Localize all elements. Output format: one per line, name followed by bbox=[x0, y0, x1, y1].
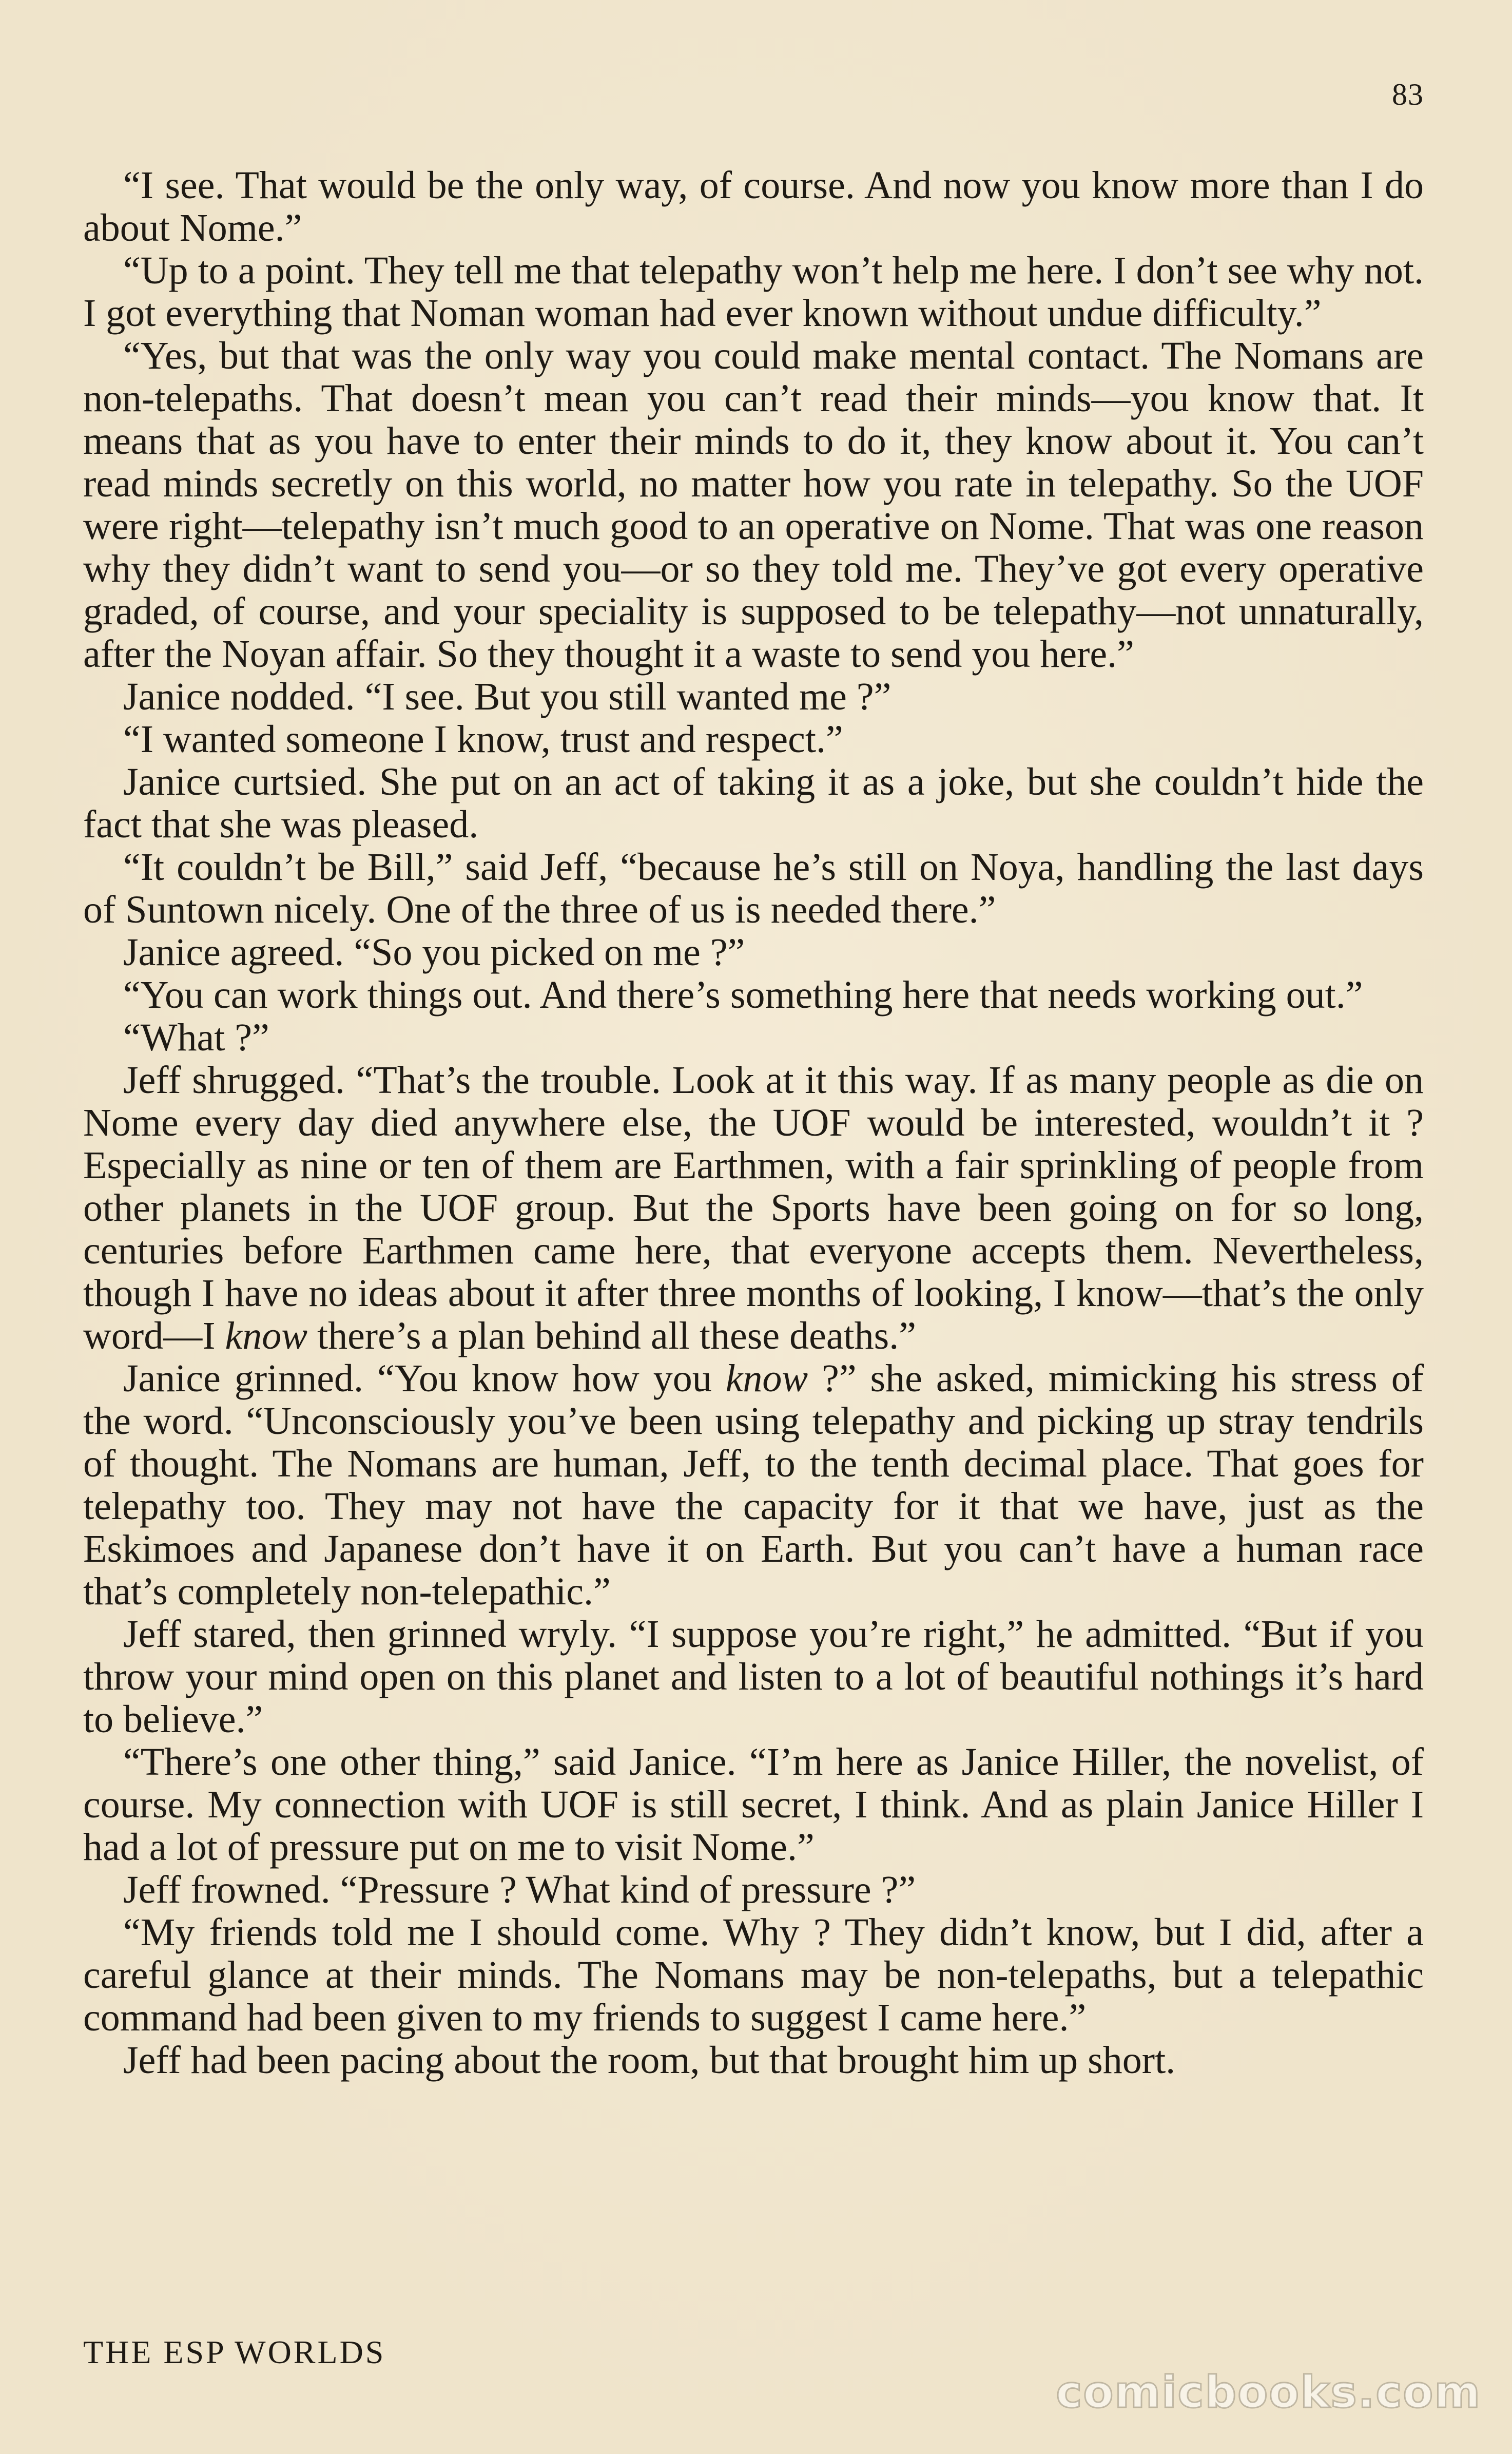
paragraph bbox=[83, 1357, 1424, 1613]
running-footer: THE ESP WORLDS bbox=[83, 2334, 386, 2370]
paragraph: Janice nodded. “I see. But you still wanted me ?” bbox=[123, 675, 891, 718]
paragraph: Jeff frowned. “Pressure ? What kind of pressure ?” bbox=[123, 1868, 916, 1911]
paragraph: Janice agreed. “So you picked on me ?” bbox=[123, 931, 745, 974]
paragraph: “Up to a point. They tell me that telepathy won’t help me here. I don’t see why not. I got everything that Noman woman had ever known without undue difficulty.” bbox=[83, 249, 1424, 335]
paragraph: “Yes, but that was the only way you could make mental contact. The Nomans are non-telepaths. That doesn’t mean you can’t read their minds—you know that. It means that as you have to enter their minds to do it, they know about it. You can’t read minds secretly on this world, no matter how you rate in telepathy. So the UOF were right—telepathy isn’t much good to an operative on Nome. That was one reason why they didn’t want to send you—or so they told me. They’ve got every operative graded, of course, and your speciality is supposed to be telepathy—not unnaturally, after the Noyan affair. So they thought it a waste to send you here.” bbox=[83, 334, 1424, 676]
paragraph bbox=[83, 1059, 1424, 1357]
paragraph: Janice curtsied. She put on an act of taking it as a joke, but she couldn’t hide the fact that she was pleased. bbox=[83, 760, 1424, 846]
paragraph: “I wanted someone I know, trust and respect.” bbox=[123, 718, 843, 761]
paragraph: “You can work things out. And there’s something here that needs working out.” bbox=[123, 973, 1363, 1017]
paragraph: “It couldn’t be Bill,” said Jeff, “because he’s still on Noya, handling the last days of Suntown nicely. One of the three of us is needed there.” bbox=[83, 846, 1424, 931]
watermark: comicbooks.com bbox=[1056, 2367, 1481, 2418]
paragraph: Jeff had been pacing about the room, but that brought him up short. bbox=[123, 2039, 1176, 2082]
paragraph-text: Janice grinned. “You know how you bbox=[123, 1357, 726, 1400]
paragraph: Jeff stared, then grinned wryly. “I suppose you’re right,” he admitted. “But if you throw your mind open on this planet and listen to a lot of beautiful nothings it’s hard to believe.” bbox=[83, 1613, 1424, 1741]
paragraph: “What ?” bbox=[123, 1016, 269, 1059]
paragraph-text: Jeff shrugged. “That’s the trouble. Look at it this way. If as many people as die on Nome every day died anywhere else, the UOF would be interested, wouldn’t it ? Especially as nine or ten of them are Earthmen, with a fair sprinkling of people from other planets in the UOF group. But the Sports have been going on for so long, centuries before Earthmen came here, that everyone accepts them. Nevertheless, though I have no ideas about it after three months of looking, I know—that’s the only word—I bbox=[83, 1059, 1424, 1357]
paragraph: “There’s one other thing,” said Janice. “I’m here as Janice Hiller, the novelist, of course. My connection with UOF is still secret, I think. And as plain Janice Hiller I had a lot of pressure put on me to visit Nome.” bbox=[83, 1740, 1424, 1869]
emphasis: know bbox=[725, 1357, 808, 1400]
paragraph: “My friends told me I should come. Why ? They didn’t know, but I did, after a careful glance at their minds. The Nomans may be non-telepaths, but a telepathic command had been given to my friends to suggest I came here.” bbox=[83, 1911, 1424, 2039]
body-text bbox=[83, 164, 1424, 2082]
page-number: 83 bbox=[1392, 78, 1424, 111]
emphasis: know bbox=[225, 1314, 307, 1357]
paragraph: “I see. That would be the only way, of course. And now you know more than I do about Nome.” bbox=[83, 164, 1424, 250]
paragraph-text: ?” she asked, mimicking his stress of the word. “Unconsciously you’ve been using telepathy and picking up stray tendrils of thought. The Nomans are human, Jeff, to the tenth decimal place. That goes for telepathy too. They may not have the capacity for it that we have, just as the Eskimoes and Japanese don’t have it on Earth. But you can’t have a human race that’s completely non-telepathic.” bbox=[83, 1357, 1424, 1613]
paragraph-text: there’s a plan behind all these deaths.” bbox=[307, 1314, 916, 1357]
